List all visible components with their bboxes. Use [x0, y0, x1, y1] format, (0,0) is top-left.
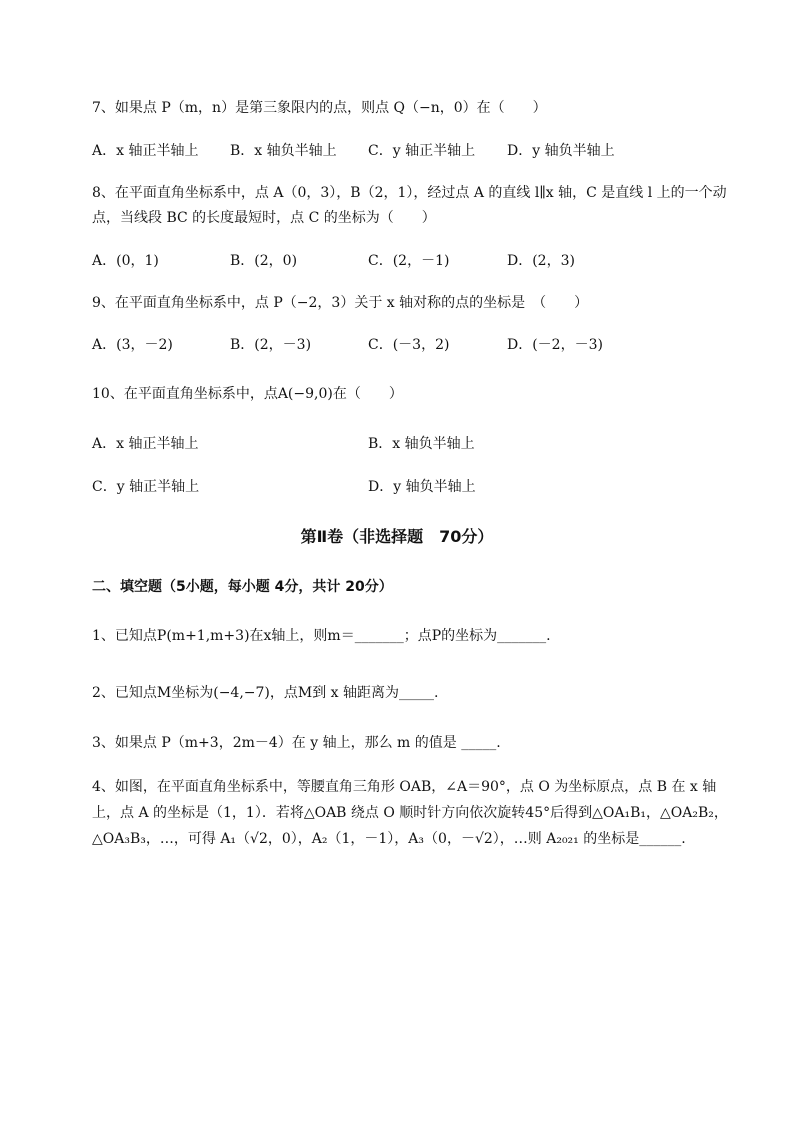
question-10-option-c: C．y 轴正半轴上	[92, 479, 200, 495]
question-10-stem: 10、在平面直角坐标系中，点A(−9,0)在（ ）	[92, 386, 403, 402]
fill-in-section-heading: 二、填空题（5小题，每小题 4分，共计 20分）	[92, 579, 393, 595]
part-2-title: 第Ⅱ卷（非选择题 70分）	[300, 527, 494, 546]
question-9-option-a: A．(3，－2)	[92, 337, 173, 353]
fill-question-4-line-2: 上，点 A 的坐标是（1，1）．若将△OAB 绕点 O 顺时针方向依次旋转45°后得到△OA₁B₁，△OA₂B₂，	[92, 805, 728, 821]
question-8-option-a: A．(0，1)	[92, 253, 159, 269]
question-10-option-b: B．x 轴负半轴上	[368, 436, 475, 452]
fill-question-4-line-3: △OA₃B₃，…，可得 A₁（√2，0），A₂（1，－1），A₃（0，－√2），…则 A₂₀₂₁ 的坐标是______.	[92, 831, 686, 847]
question-7-option-b: B．x 轴负半轴上	[230, 143, 337, 159]
question-9-option-b: B．(2，－3)	[230, 337, 312, 353]
fill-question-1: 1、已知点P(m+1,m+3)在x轴上，则m＝_______；点P的坐标为_______.	[92, 628, 551, 644]
question-8-stem-line-2: 点，当线段 BC 的长度最短时，点 C 的坐标为（ ）	[92, 210, 436, 226]
question-9-stem: 9、在平面直角坐标系中，点 P（−2，3）关于 x 轴对称的点的坐标是 （ ）	[92, 295, 589, 311]
question-7-option-d: D．y 轴负半轴上	[507, 143, 615, 159]
question-10-option-d: D．y 轴负半轴上	[368, 479, 476, 495]
question-8-option-d: D．(2，3)	[507, 253, 575, 269]
question-9-option-d: D．(－2，－3)	[507, 337, 603, 353]
question-8-stem-line-1: 8、在平面直角坐标系中，点 A（0，3），B（2，1），经过点 A 的直线 l∥x 轴，C 是直线 l 上的一个动	[92, 185, 727, 201]
fill-question-3: 3、如果点 P（m+3，2m－4）在 y 轴上，那么 m 的值是 _____.	[92, 735, 501, 751]
question-7-option-c: C．y 轴正半轴上	[368, 143, 476, 159]
question-8-option-c: C．(2，－1)	[368, 253, 450, 269]
question-7-option-a: A．x 轴正半轴上	[92, 143, 199, 159]
question-7-stem: 7、如果点 P（m，n）是第三象限内的点，则点 Q（−n，0）在（ ）	[92, 100, 547, 116]
fill-question-2: 2、已知点M坐标为(−4,−7)，点M到 x 轴距离为_____.	[92, 685, 439, 701]
question-8-option-b: B．(2，0)	[230, 253, 298, 269]
fill-question-4-line-1: 4、如图，在平面直角坐标系中，等腰直角三角形 OAB，∠A＝90°，点 O 为坐标原点，点 B 在 x 轴	[92, 779, 717, 795]
question-10-option-a: A．x 轴正半轴上	[92, 436, 199, 452]
question-9-option-c: C．(－3，2)	[368, 337, 450, 353]
